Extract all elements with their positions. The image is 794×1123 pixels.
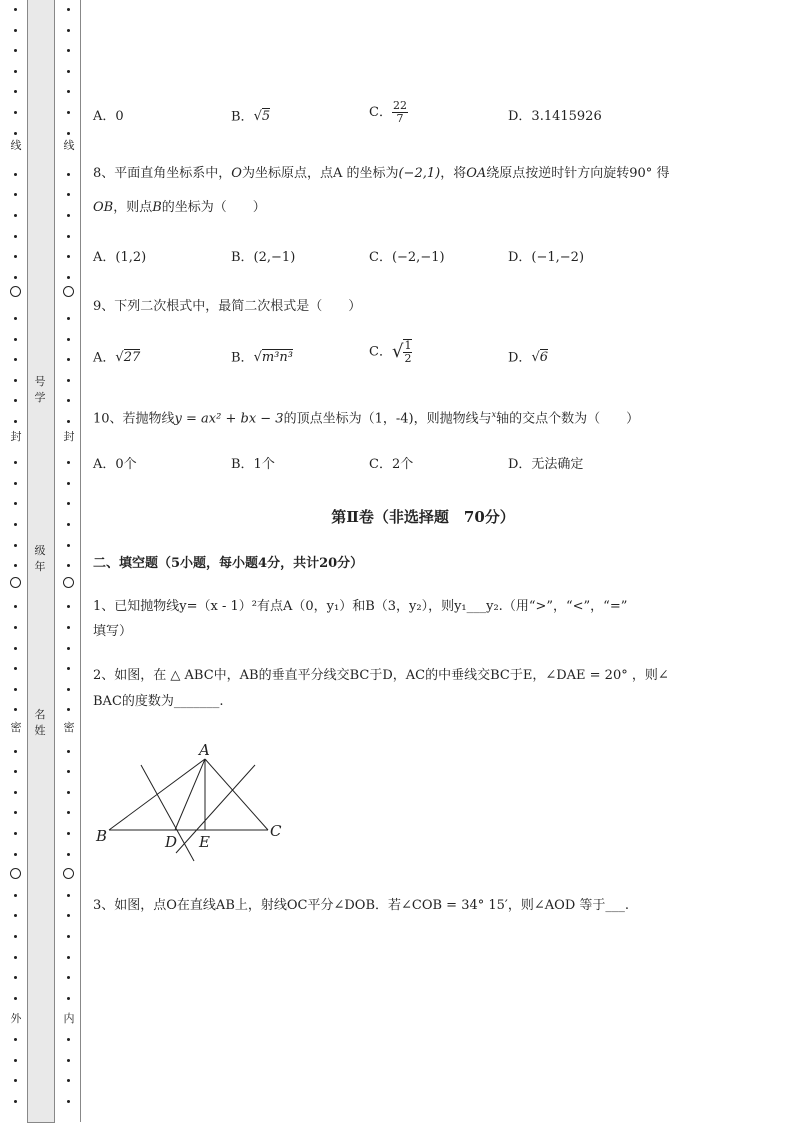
- seal-dot: [14, 8, 17, 11]
- q10-option-d: D．无法确定: [508, 457, 584, 472]
- seal-dot: [14, 502, 17, 505]
- seal-dot: [67, 935, 70, 938]
- seal-dot: [67, 1079, 70, 1082]
- seal-dot: [67, 70, 70, 73]
- seal-dot: [14, 750, 17, 753]
- seal-dot: [67, 379, 70, 382]
- point-label-b: B: [96, 827, 108, 845]
- fill1-line1: 1、已知抛物线y=（x - 1）²有点A（0，y₁）和B（3，y₂），则y₁___y₂.（用“>”，“<”，“=”: [93, 599, 628, 614]
- seal-dot: [14, 193, 17, 196]
- seal-dot: [67, 1038, 70, 1041]
- student-id-label: 号 学: [34, 375, 46, 404]
- seal-dot: [14, 935, 17, 938]
- seal-dot: [14, 811, 17, 814]
- seal-dot: [14, 461, 17, 464]
- q8-stem-line1: 8、平面直角坐标系中，O为坐标原点，点A 的坐标为(−2,1)，将OA绕原点按逆时针方向旋转90° 得: [93, 166, 670, 181]
- seal-dot: [67, 193, 70, 196]
- seal-dot: [14, 708, 17, 711]
- inner-seal-line: [62, 0, 76, 1123]
- seal-dot: [67, 564, 70, 567]
- seal-dot: [67, 8, 70, 11]
- seal-circle: [10, 286, 21, 297]
- seal-dot: [14, 544, 17, 547]
- seal-dot: [14, 70, 17, 73]
- fill2-line1: 2、如图，在 △ ABC中，AB的垂直平分线交BC于D，AC的中垂线交BC于E，∠DAE = 20° ，则∠: [93, 668, 669, 683]
- q7-option-d: D．3.1415926: [508, 109, 602, 124]
- seal-dot: [67, 235, 70, 238]
- seal-dot: [67, 255, 70, 258]
- seal-circle: [10, 577, 21, 588]
- q7-option-a: A．0: [93, 109, 124, 124]
- seal-dot: [67, 708, 70, 711]
- seal-char: 外: [10, 1012, 22, 1025]
- q8-option-c: C．(−2,−1): [369, 250, 445, 265]
- seal-dot: [14, 132, 17, 135]
- seal-dot: [14, 111, 17, 114]
- seal-dot: [14, 173, 17, 176]
- seal-circle: [10, 868, 21, 879]
- seal-dot: [14, 770, 17, 773]
- q7-option-c: C． $\frac{22}{7}$: [369, 99, 407, 125]
- seal-dot: [67, 90, 70, 93]
- seal-dot: [67, 544, 70, 547]
- name-label: 名 姓: [34, 708, 46, 737]
- seal-dot: [67, 605, 70, 608]
- perp-bisector-ac: [176, 765, 255, 853]
- seal-dot: [14, 90, 17, 93]
- seal-dot: [67, 956, 70, 959]
- seal-dot: [67, 976, 70, 979]
- seal-char: 线: [10, 139, 22, 152]
- seal-dot: [14, 647, 17, 650]
- seal-dot: [14, 688, 17, 691]
- fill3-line: 3、如图，点O在直线AB上，射线OC平分∠DOB．若∠COB = 34° 15′，则∠AOD 等于___.: [93, 898, 630, 913]
- q8-option-a: A．(1,2): [93, 250, 147, 265]
- seal-dot: [14, 482, 17, 485]
- seal-dot: [14, 914, 17, 917]
- seal-dot: [67, 647, 70, 650]
- seal-dot: [67, 132, 70, 135]
- q10-option-b: B．1个: [231, 457, 275, 472]
- section-2-title: 第Ⅱ卷（非选择题 70分）: [331, 508, 515, 526]
- q9-option-b: B．√m³n³: [231, 350, 293, 366]
- point-label-a: A: [199, 741, 210, 759]
- seal-dot: [67, 750, 70, 753]
- seal-char: 封: [10, 430, 22, 443]
- binding-margin-border: [80, 0, 81, 1122]
- seal-dot: [67, 214, 70, 217]
- seal-dot: [14, 276, 17, 279]
- seal-dot: [14, 1059, 17, 1062]
- segment-ac: [205, 759, 268, 830]
- q8-option-d: D．(−1,−2): [508, 250, 585, 265]
- point-label-e: E: [199, 833, 210, 851]
- seal-dot: [14, 49, 17, 52]
- sqrt-symbol: √5: [253, 109, 271, 124]
- seal-dot: [67, 49, 70, 52]
- q9-option-d: D．√6: [508, 350, 549, 366]
- seal-dot: [14, 1079, 17, 1082]
- seal-circle: [63, 868, 74, 879]
- seal-dot: [67, 791, 70, 794]
- seal-dot: [14, 791, 17, 794]
- seal-dot: [67, 688, 70, 691]
- grade-label: 级 年: [34, 544, 46, 573]
- q9-stem: 9、下列二次根式中，最简二次根式是（ ）: [93, 299, 362, 314]
- q8-stem-line2: OB，则点B的坐标为（ ）: [93, 200, 266, 215]
- seal-dot: [67, 502, 70, 505]
- seal-dot: [67, 420, 70, 423]
- seal-char: 封: [63, 430, 75, 443]
- fill-in-heading: 二、填空题（5小题，每小题4分，共计20分）: [93, 556, 364, 571]
- seal-dot: [67, 338, 70, 341]
- seal-dot: [67, 399, 70, 402]
- seal-dot: [14, 853, 17, 856]
- seal-dot: [67, 173, 70, 176]
- fraction: $\frac{22}{7}$: [392, 99, 407, 125]
- seal-circle: [63, 577, 74, 588]
- seal-dot: [14, 956, 17, 959]
- point-label-d: D: [165, 833, 178, 851]
- seal-dot: [14, 358, 17, 361]
- seal-dot: [14, 214, 17, 217]
- seal-dot: [67, 914, 70, 917]
- seal-dot: [67, 853, 70, 856]
- point-label-c: C: [270, 822, 282, 840]
- seal-dot: [14, 317, 17, 320]
- seal-dot: [14, 399, 17, 402]
- seal-char: 线: [63, 139, 75, 152]
- seal-dot: [67, 811, 70, 814]
- seal-dot: [67, 276, 70, 279]
- q9-option-c: C．√ $\frac{1}{2}$: [369, 339, 412, 365]
- seal-dot: [67, 482, 70, 485]
- seal-dot: [14, 1038, 17, 1041]
- seal-dot: [14, 420, 17, 423]
- seal-dot: [67, 626, 70, 629]
- seal-dot: [14, 379, 17, 382]
- seal-dot: [14, 626, 17, 629]
- q10-option-a: A．0个: [93, 457, 137, 472]
- seal-dot: [67, 667, 70, 670]
- seal-dot: [14, 894, 17, 897]
- q9-option-a: A．√27: [93, 350, 141, 366]
- seal-dot: [14, 235, 17, 238]
- seal-dot: [14, 29, 17, 32]
- seal-dot: [67, 29, 70, 32]
- seal-dot: [14, 564, 17, 567]
- seal-dot: [67, 317, 70, 320]
- triangle-figure: [93, 735, 293, 865]
- seal-dot: [67, 770, 70, 773]
- seal-dot: [67, 358, 70, 361]
- seal-dot: [14, 255, 17, 258]
- q8-option-b: B．(2,−1): [231, 250, 296, 265]
- seal-dot: [67, 1059, 70, 1062]
- seal-circle: [63, 286, 74, 297]
- seal-dot: [67, 111, 70, 114]
- seal-char: 密: [10, 721, 22, 734]
- fill2-line2: BAC的度数为_______.: [93, 694, 224, 709]
- seal-dot: [14, 605, 17, 608]
- seal-dot: [14, 832, 17, 835]
- seal-dot: [14, 997, 17, 1000]
- seal-dot: [67, 832, 70, 835]
- q10-stem: 10、若抛物线y = ax² + bx − 3的顶点坐标为（1，-4)，则抛物线与$^x$轴的交点个数为（ ）: [93, 410, 640, 427]
- seal-dot: [14, 338, 17, 341]
- fill1-line2: 填写）: [93, 624, 133, 639]
- seal-dot: [14, 976, 17, 979]
- seal-char: 内: [63, 1012, 75, 1025]
- seal-dot: [67, 997, 70, 1000]
- seal-dot: [67, 461, 70, 464]
- seal-dot: [67, 894, 70, 897]
- outer-seal-line: [9, 0, 23, 1123]
- q10-option-c: C．2个: [369, 457, 414, 472]
- seal-dot: [14, 667, 17, 670]
- seal-dot: [67, 1100, 70, 1103]
- seal-dot: [14, 1100, 17, 1103]
- q7-option-b: B．√5: [231, 109, 271, 125]
- seal-char: 密: [63, 721, 75, 734]
